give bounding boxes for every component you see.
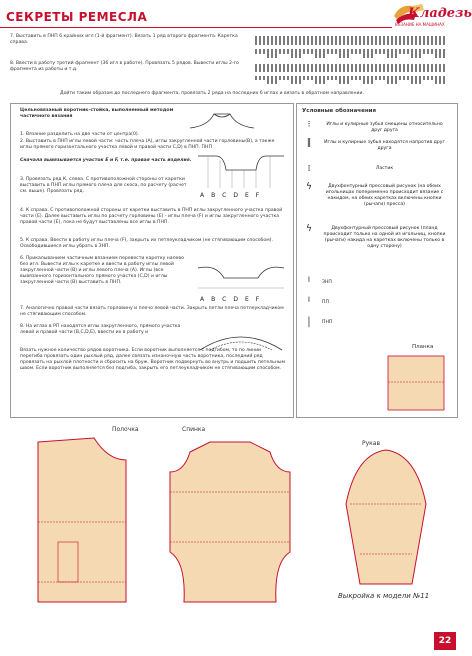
- polochka-label: Полочка: [112, 426, 139, 433]
- method-step-3: 3. Провязать ряд К, слева. С противоположной стороны от каретки выставить в ПНП иглы прямого плеча для скоса, по расчету (расчет см. выше). Провязать ряд.: [20, 177, 187, 194]
- neckline-grid-diagram-icon: [196, 150, 286, 198]
- page-header: [0, 0, 472, 32]
- method-step-7: 7. Аналогично правой части вязать горловину и плечо левой части. Закрыть петли плеча петлеукладчиком не стягивающим способом.: [20, 306, 284, 317]
- method-step-1: 1. Вязание разделить на две части от центра(0).: [20, 132, 140, 137]
- needle-diagram-2-icon: [252, 62, 452, 86]
- planka-pattern: [378, 352, 452, 414]
- symbol-row: ⁝ Иглы и кулирные зубья смещены относительно друг друга: [302, 122, 452, 138]
- logo-tagline: ВЯЗАНИЕ НА МАШИНАХ: [395, 22, 445, 27]
- pp-needle-icon: ╵: [306, 298, 312, 308]
- rib-icon: ⁞: [307, 164, 311, 174]
- collar-sketch-icon: [188, 110, 256, 132]
- grid-letters-bottom: ABCDEF: [200, 296, 267, 303]
- method-step-3-note: Сначала вывязывается участок E и F, т.е. правая часть изделия.: [20, 158, 192, 163]
- sleeve-pattern: [316, 444, 456, 594]
- symbol-row: ‖ Иглы и кулирные зубья находятся напротив друг друга: [302, 140, 452, 156]
- needle-diagram-1-icon: [252, 34, 452, 60]
- rukav-label: Рукав: [362, 440, 381, 447]
- grid-letters-top: ABCDEF: [200, 192, 267, 199]
- symbol-row: │ ПНП: [302, 320, 452, 332]
- method-step-2: 2. Выставить в ПНП иглы левой части: часть плеча (А), иглы закругленной части горловины(В), а также иглы прямого горизонтального участка левой и правой части С,D) в ПНП. ПНП: [20, 139, 275, 150]
- front-pattern: [8, 432, 148, 624]
- logo-wordmark: Кладезь: [408, 6, 472, 21]
- method-step-4: 4. К справа. С противоположной стороны от каретки выставить в ПНП иглы закругленного участка правой части (E). Далее выставить иглы по расчету горловины (E) - иглы плеча (F) и иглы закругленного участка правой части (E), пока не будут выставлены все иглы в ПНП.: [20, 208, 283, 225]
- pattern-caption: Выкройка к модели №11: [338, 592, 430, 600]
- symbol-row: ϟ Двухфонтурный прессовый рисунок (на обеих игольницах попеременно происходит вязание с накидом, на обеих каретках включены кнопки (рычаги) пресса): [302, 184, 452, 224]
- back-pattern: [150, 432, 310, 624]
- page-number: 22: [434, 632, 456, 650]
- needles-aligned-icon: ‖: [306, 138, 312, 148]
- tuck-single-icon: ϟ: [306, 224, 312, 234]
- section-title: СЕКРЕТЫ РЕМЕСЛА: [6, 10, 148, 24]
- method-step-5: 5. К справа. Ввести в работу иглы плеча (F), закрыть их петлеукладчиком (не стягивающим способом). Освободившиеся иглы убрать в ЗНП.: [20, 238, 273, 249]
- method-step-8: 8. На иглах в РП находятся иглы закругленного, прямого участка левой и правой части (В,С,D,E), ввести их в работу и: [20, 324, 181, 335]
- method-title: Цельновязаный воротник-стойка, выполненный методом частичного вязания: [20, 108, 174, 119]
- pnp-needle-icon: │: [306, 318, 312, 328]
- method-step-9: Вязать нужное количество рядов воротника. Если воротник выполняется с подгибом, то по линии перегиба провязать один рыхлый ряд, далее связать изнаночную часть воротника, последний ряд провязать на рыхлой плотности и сбросить на бруж. Воротник подвернуть во внутрь и подшить петельным швом. Если воротник выполняется без подгиба, закрыть его петлеукладчиком не стягивающим способом.: [20, 348, 285, 371]
- spinka-label: Спинка: [182, 426, 206, 433]
- intro-footer: Дойти таким образом до последнего фрагмента, провязать 2 ряда на последних 6 иглах и вязать в обратном направлении.: [60, 91, 364, 96]
- intro-step-7: 7. Выставить в ПНП 6 крайних игл (1-й фрагмент). Вязать 1 ряд второго фрагмента. Каретка справа.: [10, 34, 238, 45]
- neckline-shaped-diagram-icon: [196, 258, 286, 298]
- znp-needle-icon: ╵: [306, 278, 312, 288]
- method-step-6: 6. Прикалыванием частичным вязанием перевести каретку налево без игл. Вывести иглы к каретке и ввести в работу иглы левой закругленной части (В) и иглы левого плеча (А). Иглы (все вывязанного горизонтального прямого участка (С,D) и иглы закругленной части (В) выставить в ПНП.: [20, 256, 184, 285]
- symbol-row: ╵ ЗНП: [302, 280, 452, 292]
- tuck-double-icon: ϟ: [306, 182, 312, 192]
- header-rule: [0, 27, 392, 28]
- symbols-title: Условные обозначения: [302, 108, 377, 114]
- symbol-row: ϟ Двухфонтурный прессовый рисунок (планд происходит только на одной из игольниц, кнопки (рычаги) накида на каретках включены только в одну сторону): [302, 226, 452, 266]
- symbol-row: ⁞ Ластик: [302, 166, 452, 178]
- planka-label: Планка: [412, 344, 434, 350]
- needles-offset-icon: ⁝: [307, 120, 311, 130]
- intro-step-8: 8. Ввести в работу третий фрагмент (36 игл в работе). Провязать 5 рядов. Вывести иглы 2-го фрагмента из работы и т.д.: [10, 61, 239, 72]
- symbol-row: ╵ ПП: [302, 300, 452, 312]
